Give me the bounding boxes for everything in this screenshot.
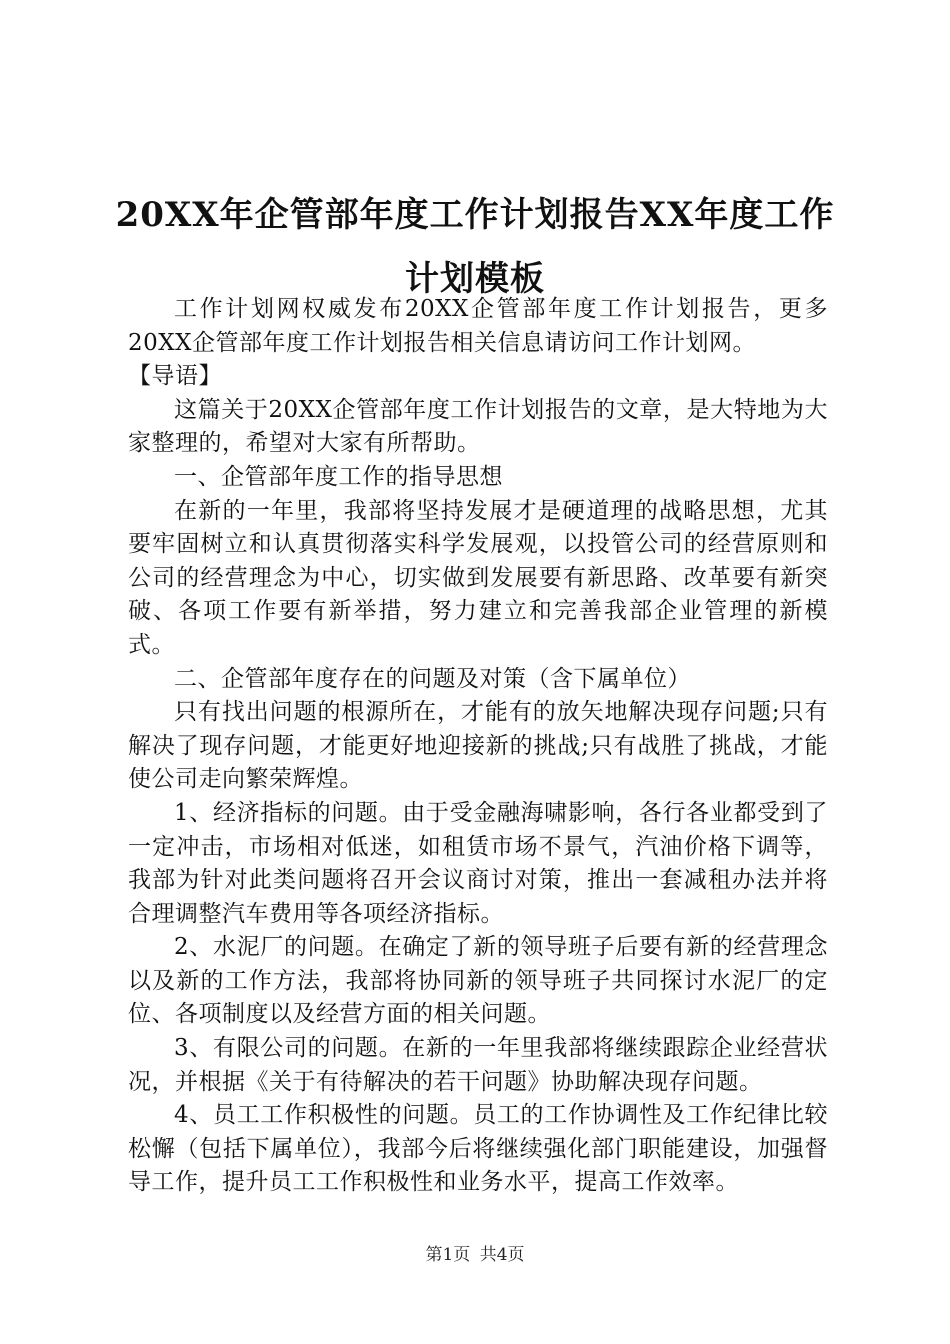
body-paragraph: 在新的一年里，我部将坚持发展才是硬道理的战略思想，尤其要牢固树立和认真贯彻落实科学发展观，以投管公司的经营原则和公司的经营理念为中心，切实做到发展要有新思路、改革要有新突破、各项工作要有新举措，努力建立和完善我部企业管理的新模式。 bbox=[128, 497, 828, 658]
body-paragraph: 一、企管部年度工作的指导思想 bbox=[174, 463, 503, 490]
document-body bbox=[128, 293, 828, 1200]
body-paragraph: 这篇关于20XX企管部年度工作计划报告的文章，是大特地为大家整理的，希望对大家有所帮助。 bbox=[128, 396, 828, 457]
document-title: 20XX年企管部年度工作计划报告XX年度工作计划模板 bbox=[115, 195, 835, 299]
body-paragraph: 1、经济指标的问题。由于受金融海啸影响，各行各业都受到了一定冲击，市场相对低迷，如租赁市场不景气，汽油价格下调等，我部为针对此类问题将召开会议商讨对策，推出一套减租办法并将合理调整汽车费用等各项经济指标。 bbox=[128, 799, 828, 927]
page-total: 共4页 bbox=[479, 1245, 525, 1265]
body-paragraph: 【导语】 bbox=[128, 363, 222, 390]
page-footer bbox=[0, 1240, 950, 1265]
page-number: 第1页 bbox=[425, 1245, 471, 1265]
body-paragraph: 工作计划网权威发布20XX企管部年度工作计划报告，更多20XX企管部年度工作计划报告相关信息请访问工作计划网。 bbox=[128, 296, 828, 356]
body-paragraph: 3、有限公司的问题。在新的一年里我部将继续跟踪企业经营状况，并根据《关于有待解决的若干问题》协助解决现存问题。 bbox=[128, 1035, 828, 1095]
body-paragraph: 只有找出问题的根源所在，才能有的放矢地解决现存问题;只有解决了现存问题，才能更好地迎接新的挑战;只有战胜了挑战，才能使公司走向繁荣辉煌。 bbox=[128, 699, 828, 793]
body-paragraph: 二、企管部年度存在的问题及对策（含下属单位） bbox=[174, 665, 691, 692]
body-paragraph: 4、员工工作积极性的问题。员工的工作协调性及工作纪律比较松懈（包括下属单位），我部今后将继续强化部门职能建设，加强督导工作，提升员工工作积极性和业务水平，提高工作效率。 bbox=[128, 1102, 828, 1196]
body-paragraph: 2、水泥厂的问题。在确定了新的领导班子后要有新的经营理念以及新的工作方法，我部将协同新的领导班子共同探讨水泥厂的定位、各项制度以及经营方面的相关问题。 bbox=[128, 934, 828, 1028]
